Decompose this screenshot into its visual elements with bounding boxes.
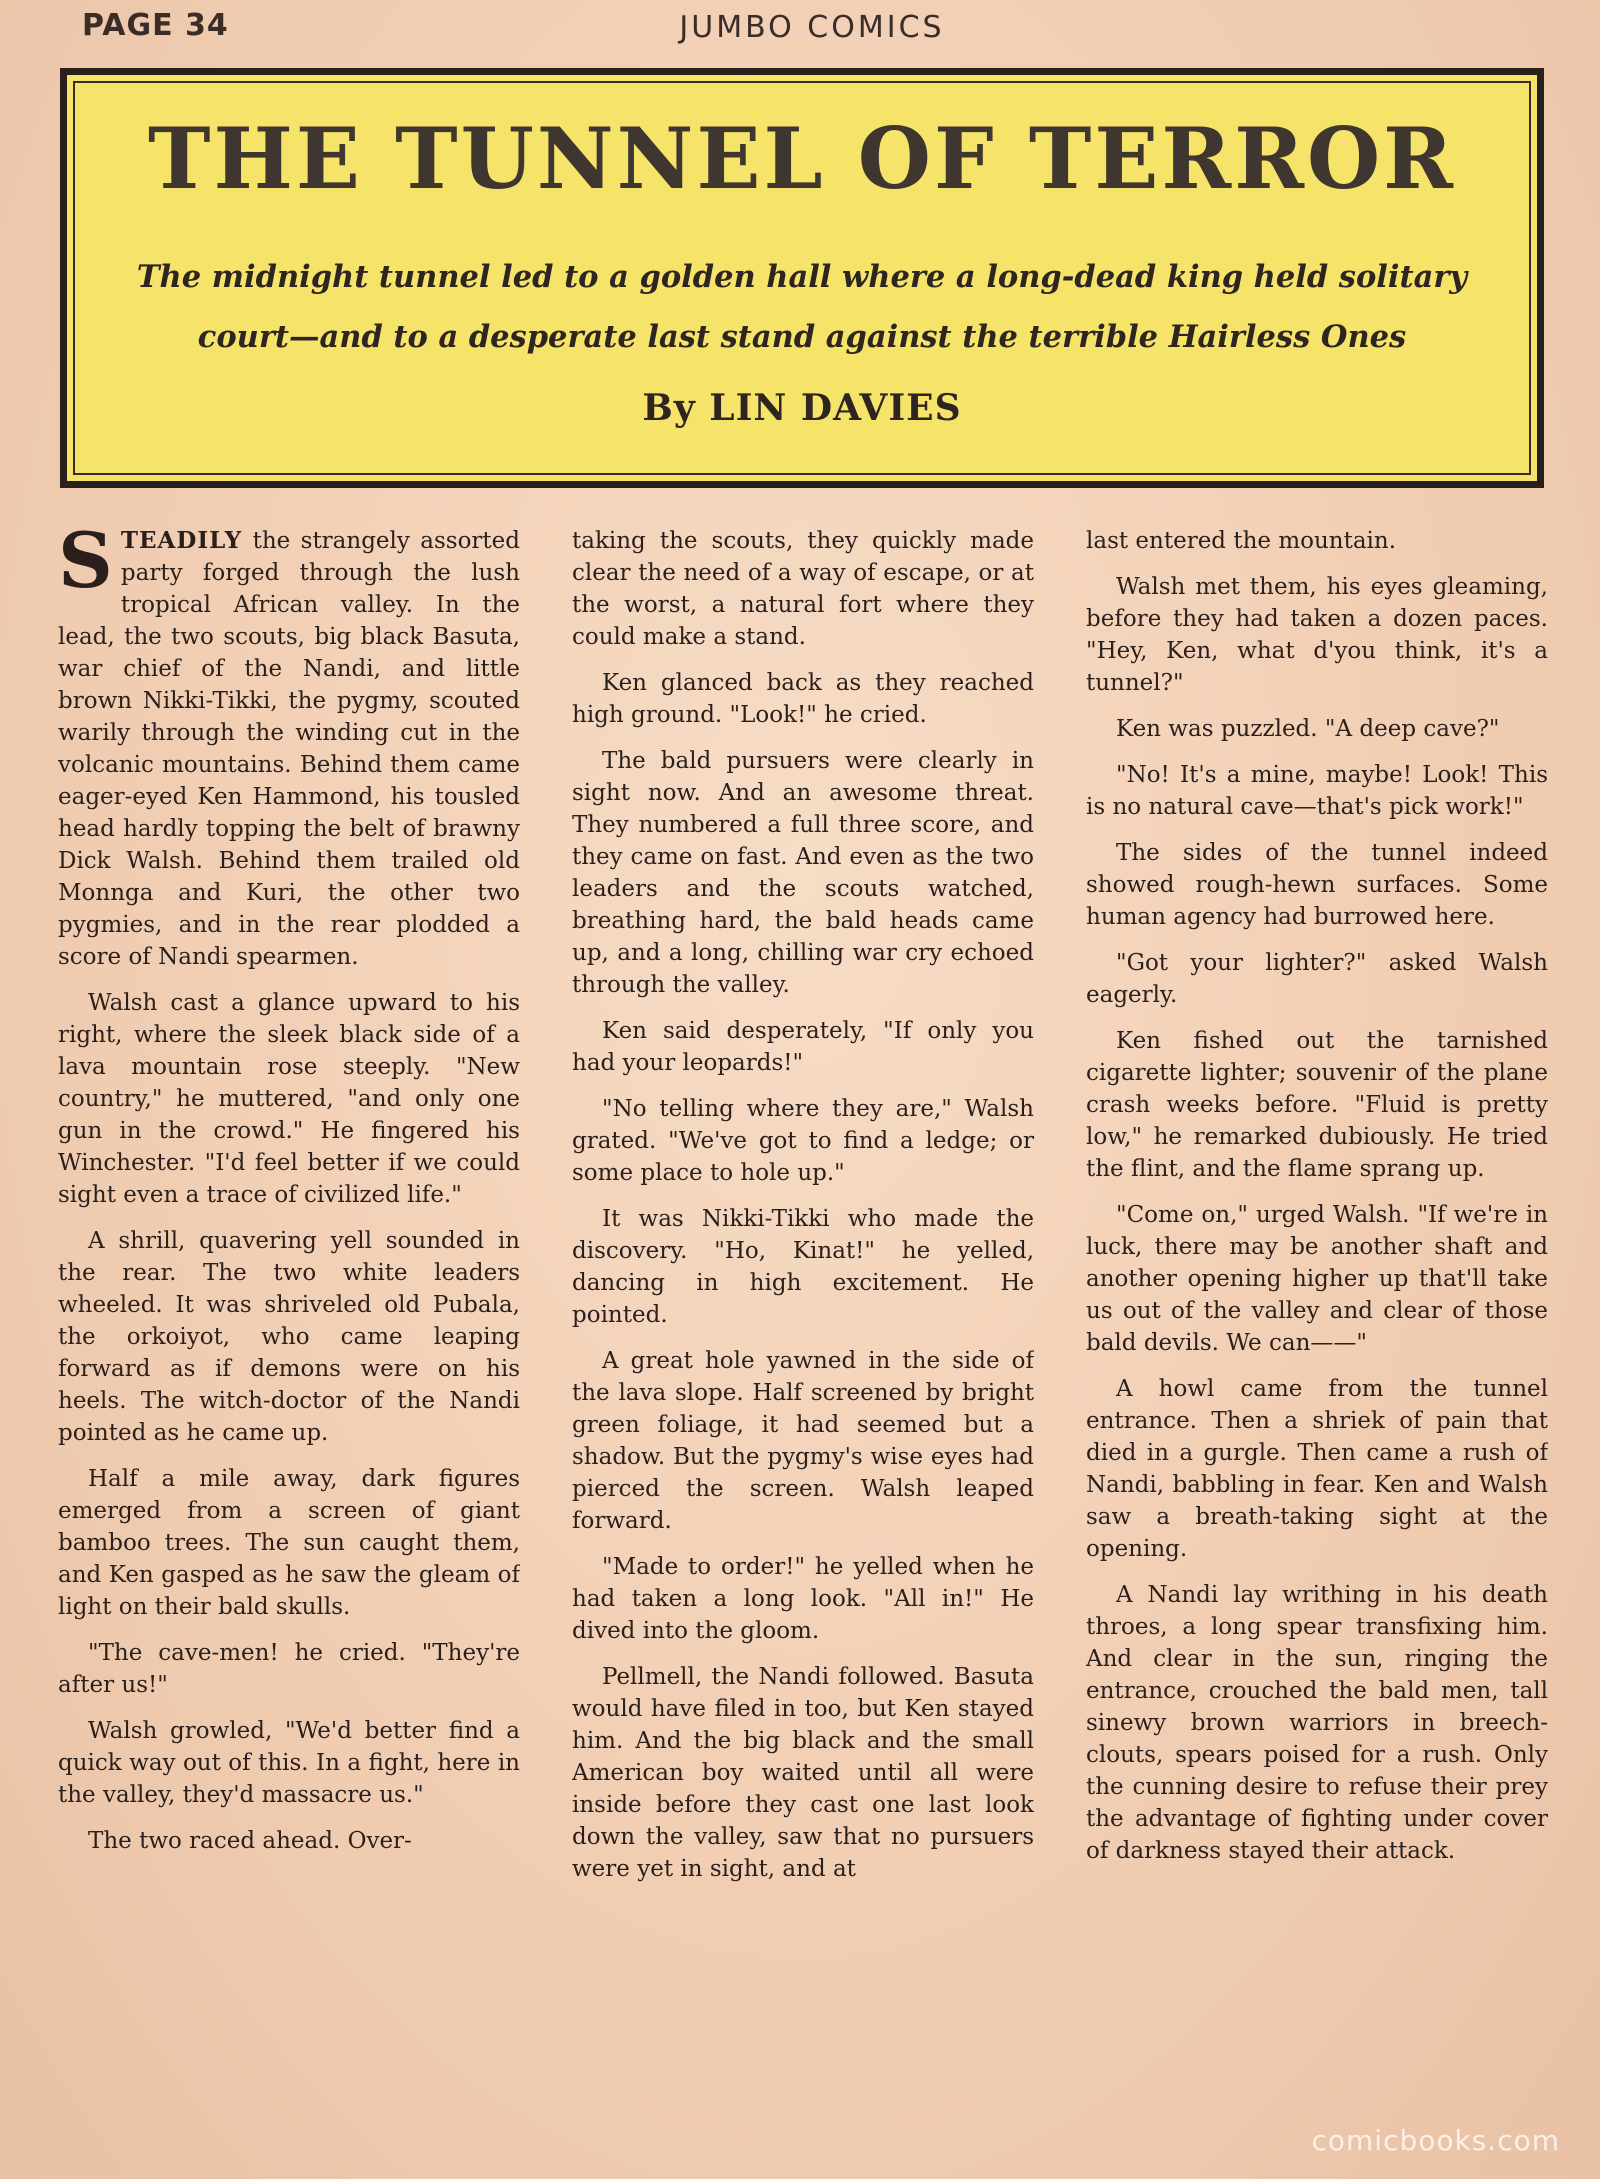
story-byline: By LIN DAVIES	[642, 387, 962, 429]
site-watermark: comicbooks.com	[1311, 2124, 1560, 2157]
paragraph: Pellmell, the Nandi followed. Basuta would have filed in too, but Ken stayed him. And the big black and the small American boy waited until all were inside before they cast one last look down the valley, saw that no pursuers were yet in sight, and at	[572, 1664, 1034, 1882]
paragraph: taking the scouts, they quickly made clear the need of a way of escape, or at the worst, a natural fort where they could make a stand.	[572, 528, 1034, 650]
paragraph: "Made to order!" he yelled when he had taken a long look. "All in!" He dived into the gloom.	[572, 1554, 1034, 1644]
paragraph: Walsh growled, "We'd better find a quick way out of this. In a fight, here in the valley, they'd massacre us."	[58, 1718, 520, 1808]
paragraph: Ken fished out the tarnished cigarette lighter; souvenir of the plane crash weeks before. "Fluid is pretty low," he remarked dubiously. He tried the flint, and the flame sprang up.	[1086, 1028, 1548, 1182]
paragraph: A howl came from the tunnel entrance. Then a shriek of pain that died in a gurgle. Then came a rush of Nandi, babbling in fear. Ken and Walsh saw a breath-taking sight at the opening.	[1086, 1376, 1548, 1562]
paragraph: A great hole yawned in the side of the lava slope. Half screened by bright green foliage, it had seemed but a shadow. But the pygmy's wise eyes had pierced the screen. Walsh leaped forward.	[572, 1348, 1034, 1534]
story-column-3	[1086, 525, 1548, 2125]
paragraph: A Nandi lay writhing in his death throes, a long spear transfixing him. And clear in the sun, ringing the entrance, crouched the bald men, tall sinewy brown warriors in breech-clouts, spears poised for a rush. Only the cunning desire to refuse their prey the advantage of fighting under cover of darkness stayed their attack.	[1086, 1582, 1548, 1864]
drop-cap: S	[58, 525, 113, 605]
page-number: PAGE 34	[82, 8, 229, 43]
paragraph: The sides of the tunnel indeed showed rough-hewn surfaces. Some human agency had burrowed here.	[1086, 840, 1548, 930]
lead-word: TEADILY	[120, 527, 243, 554]
story-column-2	[572, 525, 1034, 2125]
paragraph: Walsh met them, his eyes gleaming, before they had taken a dozen paces. "Hey, Ken, what d'you think, it's a tunnel?"	[1086, 574, 1548, 696]
paragraph: last entered the mountain.	[1086, 528, 1397, 554]
paragraph: Ken was puzzled. "A deep cave?"	[1116, 716, 1500, 742]
story-column-1	[58, 525, 520, 2125]
story-title: THE TUNNEL OF TERROR	[148, 109, 1456, 208]
story-columns	[58, 525, 1548, 2125]
paragraph: Ken said desperately, "If only you had your leopards!"	[572, 1018, 1034, 1076]
paragraph: A shrill, quavering yell sounded in the rear. The two white leaders wheeled. It was shriveled old Pubala, the orkoiyot, who came leaping forward as if demons were on his heels. The witch-doctor of the Nandi pointed as he came up.	[58, 1228, 520, 1446]
paragraph: Ken glanced back as they reached high ground. "Look!" he cried.	[572, 670, 1034, 728]
paragraph: Half a mile away, dark figures emerged from a screen of giant bamboo trees. The sun caught them, and Ken gasped as he saw the gleam of light on their bald skulls.	[58, 1466, 520, 1620]
paragraph: "No! It's a mine, maybe! Look! This is no natural cave—that's pick work!"	[1086, 762, 1548, 820]
paragraph: The bald pursuers were clearly in sight now. And an awesome threat. They numbered a full three score, and they came on fast. And even as the two leaders and the scouts watched, breathing hard, the bald heads came up, and a long, chilling war cry echoed through the valley.	[572, 748, 1034, 998]
title-banner	[60, 68, 1544, 488]
paragraph: "No telling where they are," Walsh grated. "We've got to find a ledge; or some place to hole up."	[572, 1096, 1034, 1186]
paragraph: The two raced ahead. Over-	[88, 1828, 412, 1854]
paragraph	[58, 525, 520, 973]
story-deck: The midnight tunnel led to a golden hall where a long-dead king held solitary court—and to a desperate last stand against the terrible Hairless Ones	[136, 259, 1468, 355]
paragraph: It was Nikki-Tikki who made the discovery. "Ho, Kinat!" he yelled, dancing in high excitement. He pointed.	[572, 1206, 1034, 1328]
paragraph: "The cave-men! he cried. "They're after us!"	[58, 1640, 520, 1698]
magazine-title: JUMBO COMICS	[679, 10, 945, 45]
page-header	[82, 8, 1542, 52]
paragraph: Walsh cast a glance upward to his right, where the sleek black side of a lava mountain rose steeply. "New country," he muttered, "and only one gun in the crowd." He fingered his Winchester. "I'd feel better if we could sight even a trace of civilized life."	[58, 990, 520, 1208]
paragraph: "Got your lighter?" asked Walsh eagerly.	[1086, 950, 1548, 1008]
paragraph: "Come on," urged Walsh. "If we're in luck, there may be another shaft and another opening higher up that'll take us out of the valley and clear of those bald devils. We can——"	[1086, 1202, 1548, 1356]
paragraph-text: the strangely assorted party forged through the lush tropical African valley. In the lead, the two scouts, big black Basuta, war chief of the Nandi, and little brown Nikki-Tikki, the pygmy, scouted warily through the winding cut in the volcanic mountains. Behind them came eager-eyed Ken Hammond, his tousled head hardly topping the belt of brawny Dick Walsh. Behind them trailed old Monnga and Kuri, the other two pygmies, and in the rear plodded a score of Nandi spearmen.	[58, 528, 520, 970]
